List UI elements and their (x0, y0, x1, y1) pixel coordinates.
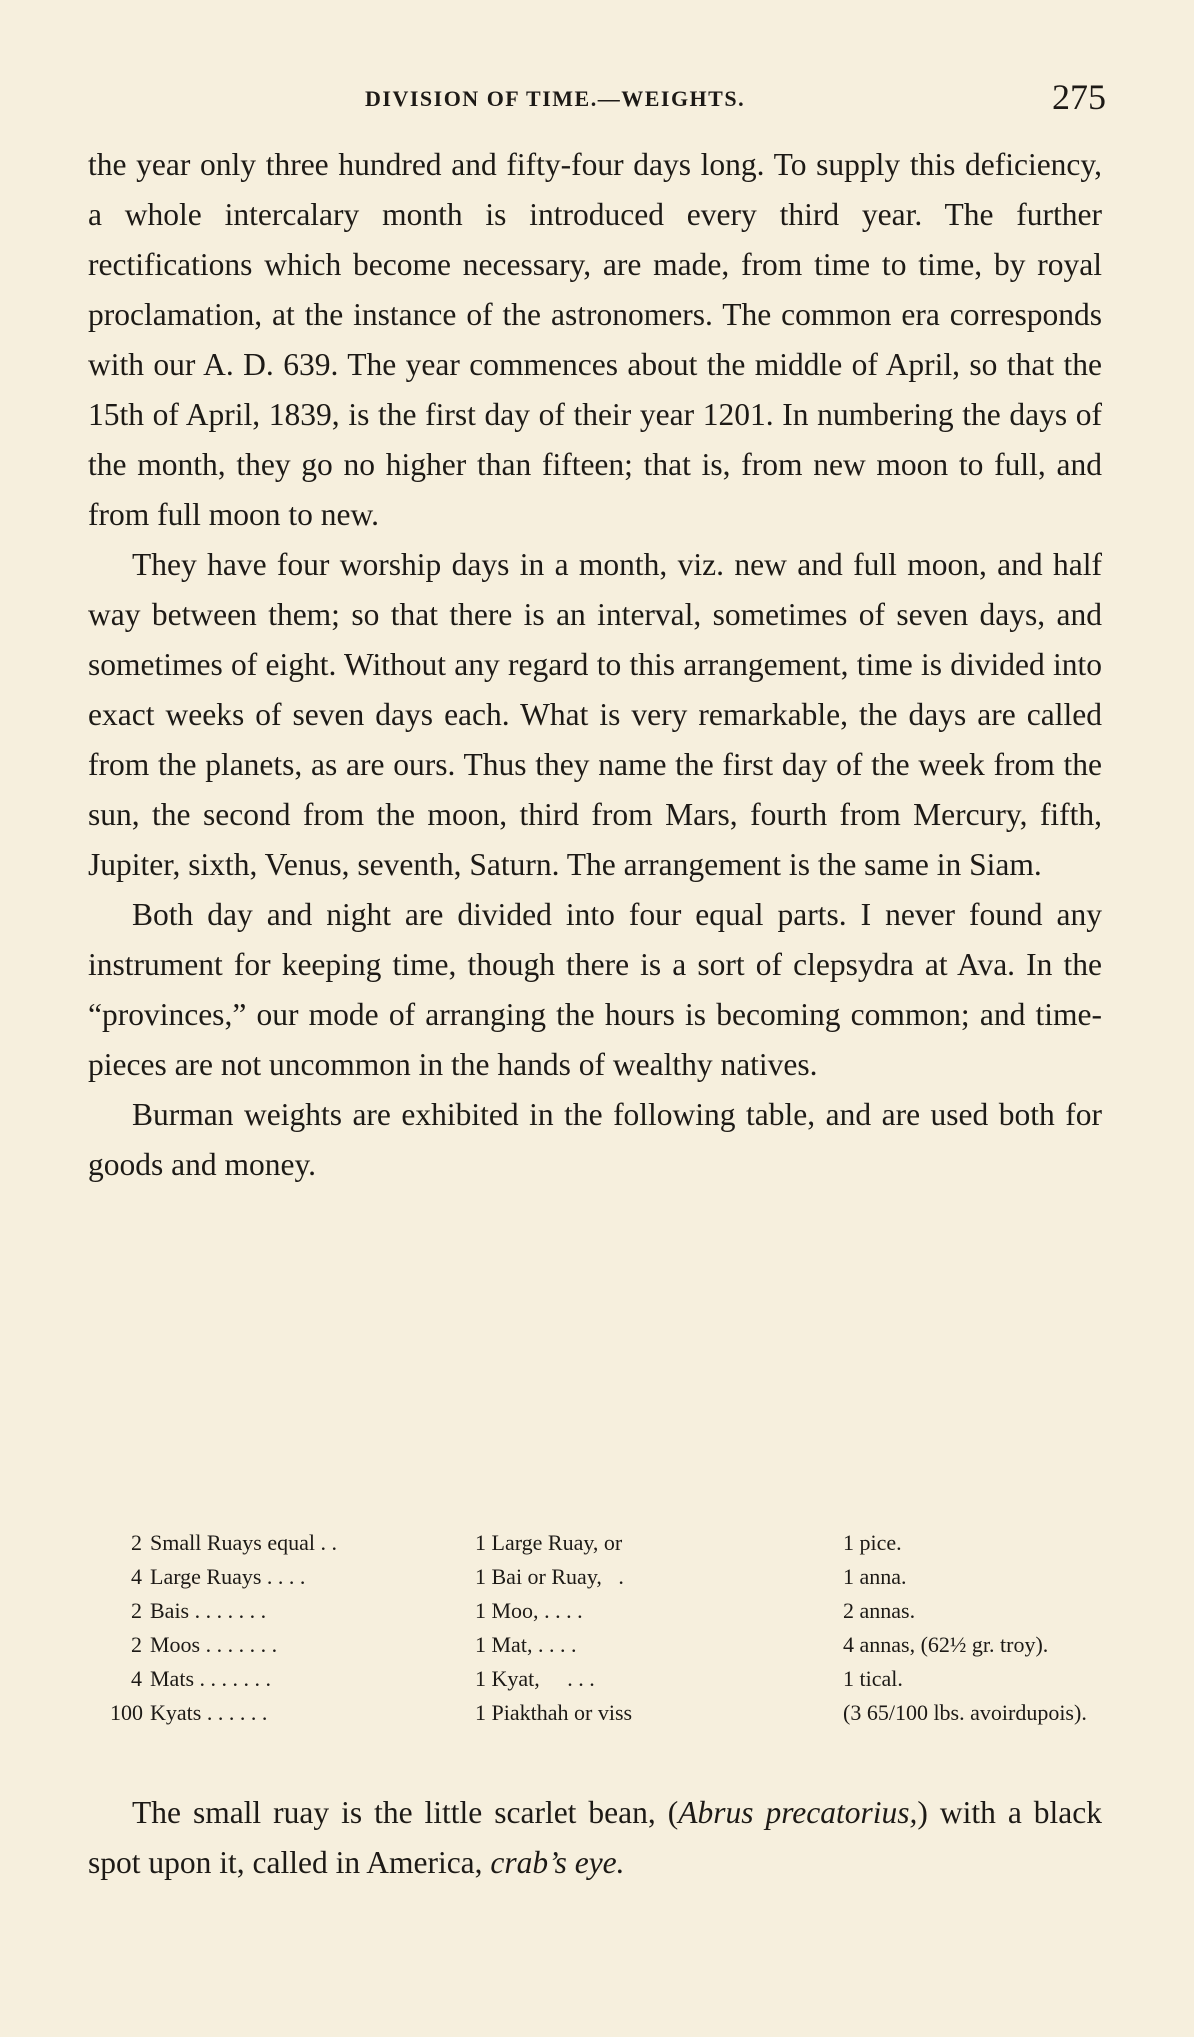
sep: . . . . (532, 1632, 577, 1657)
value: 1 tical. (843, 1666, 903, 1691)
unit: Kyats (150, 1700, 202, 1725)
equals: 1 Large Ruay, (475, 1530, 599, 1555)
table-row (110, 1598, 1110, 1632)
sep: . (601, 1564, 624, 1589)
sep: or viss (568, 1700, 633, 1725)
running-header (0, 72, 1194, 122)
unit: Moos (150, 1632, 201, 1657)
unit: Mats (150, 1666, 194, 1691)
value: (3 65/100 lbs. avoirdupois). (843, 1700, 1087, 1725)
table-row (110, 1564, 1110, 1598)
final-paragraph (88, 1788, 1102, 1888)
unit: Bais (150, 1598, 190, 1623)
qty: 100 (110, 1700, 143, 1725)
qty: 2 (131, 1632, 142, 1657)
dots: . . . . . . . (200, 1632, 278, 1657)
sep: . . . . (538, 1598, 583, 1623)
value: 4 annas, (62½ gr. troy). (843, 1632, 1049, 1657)
sep: . . . (539, 1666, 595, 1691)
table-row (110, 1700, 1110, 1734)
dots: . . . . (261, 1564, 306, 1589)
dots: . . (314, 1530, 337, 1555)
qty: 4 (131, 1564, 142, 1589)
equals: 1 Mat, (475, 1632, 533, 1657)
table-row (110, 1632, 1110, 1666)
value: 2 annas. (843, 1598, 916, 1623)
equals: 1 Kyat, (475, 1666, 540, 1691)
body-text (88, 140, 1102, 1190)
dots: . . . . . . (201, 1700, 268, 1725)
equals: 1 Moo, (475, 1598, 539, 1623)
equals: 1 Bai or Ruay, (475, 1564, 602, 1589)
unit: Small Ruays equal (150, 1530, 315, 1555)
dots: . . . . . . . (194, 1666, 271, 1691)
table-row (110, 1666, 1110, 1700)
page-number: 275 (1052, 77, 1106, 117)
weights-table (110, 1530, 1110, 1734)
paragraph-2: They have four worship days in a month, viz. new and full moon, and half way between them; so that there is an interval, sometimes of seven days, and sometimes of eight. Without any regard to this arrangement, time is divided into exact weeks of seven days each. What is very remarkable, the days are called from the planets, as are ours. Thus they name the first day of the week from the sun, the second from the moon, third from Mars, fourth from Mercury, fifth, Jupiter, sixth, Venus, seventh, Saturn. The arrangement is the same in Siam. (88, 547, 1102, 882)
final-italic-species: Abrus precatorius, (678, 1795, 918, 1830)
equals: 1 Piakthah (475, 1700, 569, 1725)
paragraph-3: Both day and night are divided into four equal parts. I never found any instrument for keeping time, though there is a sort of clepsydra at Ava. In the “provinces,” our mode of arranging the hours is becoming common; and time-pieces are not uncommon in the hands of wealthy natives. (88, 897, 1102, 1082)
table-row (110, 1530, 1110, 1564)
value: 1 anna. (843, 1564, 907, 1589)
qty: 4 (131, 1666, 142, 1691)
qty: 2 (131, 1530, 142, 1555)
paragraph-4: Burman weights are exhibited in the following table, and are used both for goods and money. (88, 1097, 1102, 1182)
qty: 2 (131, 1598, 142, 1623)
final-text-before: The small ruay is the little scarlet bean, ( (132, 1795, 679, 1830)
sep: or (598, 1530, 623, 1555)
header-title: DIVISION OF TIME.—WEIGHTS. (365, 86, 746, 111)
final-text-middle: ) with a black spot upon it, called in America, (88, 1795, 1103, 1880)
paragraph-1: the year only three hundred and fifty-four days long. To supply this deficiency, a whole intercalary month is introduced every third year. The further rectifications which become necessary, are made, from time to time, by royal proclamation, at the instance of the astronomers. The common era corresponds with our A. D. 639. The year commences about the middle of April, so that the 15th of April, 1839, is the first day of their year 1201. In numbering the days of the month, they go no higher than fifteen; that is, from new moon to full, and from full moon to new. (88, 147, 1102, 532)
unit: Large Ruays (150, 1564, 262, 1589)
dots: . . . . . . . (189, 1598, 267, 1623)
value: 1 pice. (843, 1530, 902, 1555)
final-italic-name: crab’s eye. (490, 1845, 625, 1880)
